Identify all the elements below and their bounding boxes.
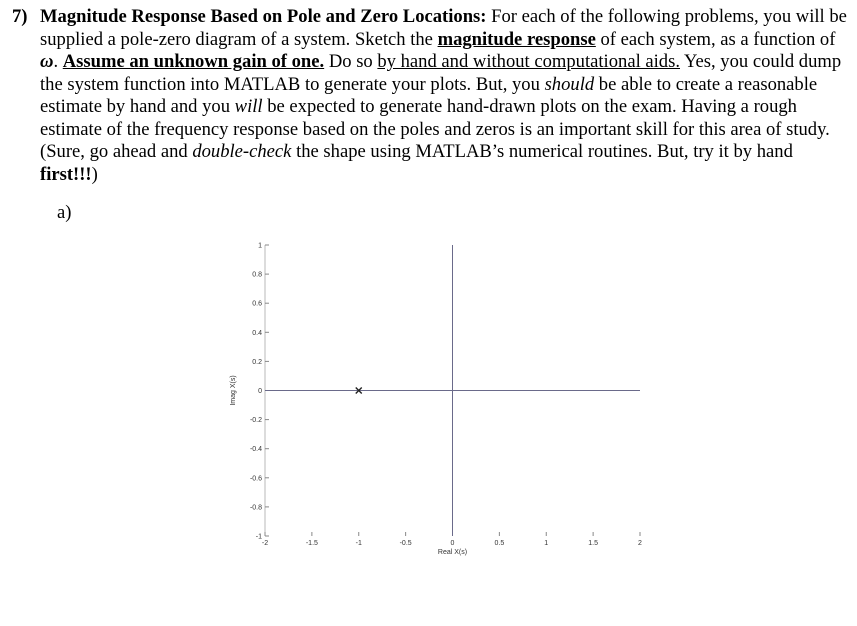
- x-tick-label: 1.5: [588, 540, 598, 547]
- will-emphasis: will: [234, 96, 263, 117]
- unknown-gain-emphasis: Assume an unknown gain of one.: [62, 51, 325, 72]
- y-tick-label: -0.2: [249, 417, 262, 425]
- should-emphasis: should: [544, 73, 595, 95]
- y-tick-label: -0.8: [249, 504, 262, 512]
- y-tick-label: -1: [255, 533, 262, 541]
- x-tick-label: -0.5: [399, 540, 412, 547]
- omega-symbol: ω: [40, 51, 54, 72]
- x-tick-label: -1: [355, 540, 362, 547]
- y-tick-label: -0.4: [249, 446, 262, 454]
- x-tick-label: 0.5: [494, 540, 505, 547]
- x-axis-label: Real X(s): [437, 549, 468, 556]
- y-tick-label: 0: [258, 388, 262, 395]
- text-run: ): [91, 163, 98, 185]
- y-tick-label: 0.6: [252, 300, 262, 308]
- x-tick-label: -2: [261, 540, 269, 547]
- x-tick-label: 2: [638, 540, 642, 547]
- by-hand-emphasis: by hand and without computational aids.: [377, 51, 680, 72]
- text-run: For each of the following problems, you will be supplied a pole-zero diagram of a system. Sketch the: [40, 6, 847, 50]
- y-tick-label: 0.2: [252, 358, 262, 366]
- text-run: of each system, as a function of: [595, 28, 836, 50]
- text-run: the shape using MATLAB’s numerical routines. But, try it by hand: [291, 141, 793, 162]
- text-run: Yes, you could dump the system function into MATLAB to generate your plots. But, you: [40, 51, 842, 95]
- y-axis-label: Imag X(s): [230, 375, 237, 406]
- y-tick-label: -0.6: [249, 475, 262, 483]
- first-emphasis: first!!!: [40, 163, 92, 185]
- x-tick-label: 1: [544, 540, 549, 547]
- y-tick-label: 0.4: [252, 329, 262, 337]
- text-run: be expected to generate hand-drawn plots on the exam. Having a rough estimate of the frequency response based on the poles and zeros is an important skill for this area of study. (Sure, go ahead and: [40, 96, 830, 162]
- text-run: be able to create a reasonable estimate by hand and you: [40, 73, 818, 117]
- x-tick-label: 0: [450, 540, 455, 547]
- problem-number: 7): [12, 6, 28, 27]
- text-run: Do so: [324, 51, 378, 72]
- y-tick-label: 1: [258, 242, 262, 250]
- magnitude-response-emphasis: magnitude response: [437, 28, 596, 50]
- x-tick-label: -1.5: [305, 540, 318, 547]
- y-tick-label: 0.8: [252, 271, 262, 279]
- subproblem-label: a): [57, 202, 72, 223]
- problem-title: Magnitude Response Based on Pole and Zero Locations:: [40, 6, 487, 27]
- text-run: .: [53, 51, 63, 72]
- double-check-emphasis: double-check: [192, 141, 292, 162]
